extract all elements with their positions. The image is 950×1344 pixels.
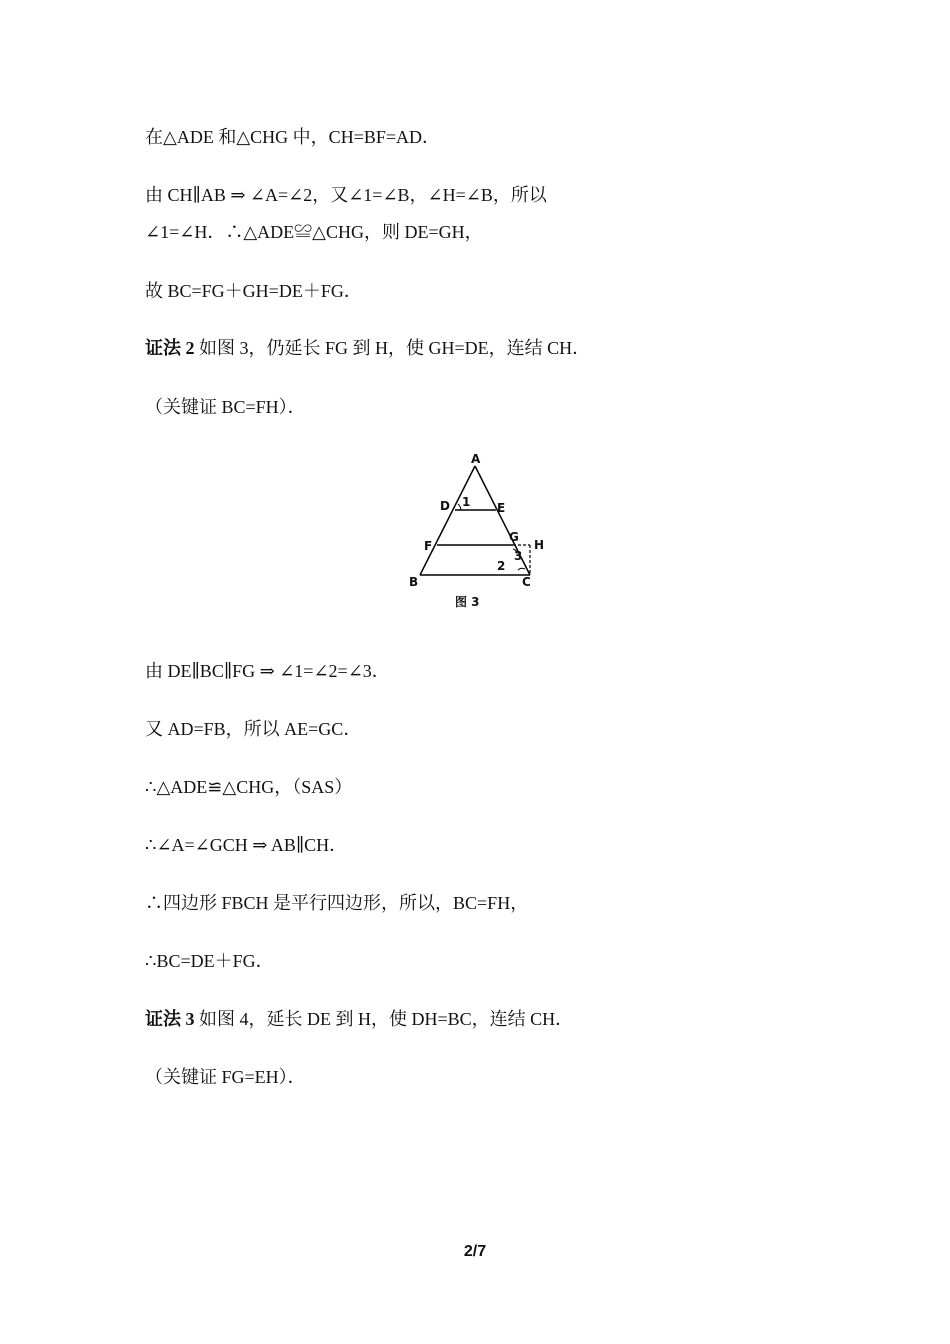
angle-2-label: 2 — [497, 559, 506, 573]
angle-3-label: 3 — [514, 549, 523, 563]
line-4-text: 故 BC=FG＋GH=DE＋FG． — [145, 281, 362, 301]
proof-2-heading: 证法 2 — [145, 338, 195, 358]
side-ab — [420, 466, 475, 575]
line-6-text: （关键证 BC=FH）． — [145, 397, 306, 417]
line-11-text: ∴四边形 FBCH 是平行四边形，所以，BC=FH， — [145, 893, 529, 913]
line-11 — [145, 892, 528, 914]
angle-2-mark — [518, 568, 525, 570]
line-14 — [145, 1066, 306, 1088]
line-7 — [145, 660, 390, 682]
label-b: B — [409, 575, 419, 589]
line-4 — [145, 280, 362, 302]
label-h: H — [534, 538, 545, 552]
line-8-text: 又 AD=FB，所以 AE=GC． — [145, 719, 362, 739]
line-10-text: ∴∠A=∠GCH ⇒ AB∥CH． — [145, 835, 348, 855]
line-2-text: 由 CH∥AB ⇒ ∠A=∠2，又∠1=∠B，∠H=∠B，所以 — [145, 185, 547, 205]
angle-1-label: 1 — [462, 495, 471, 509]
proof-3-heading: 证法 3 — [145, 1009, 195, 1029]
line-5 — [145, 337, 590, 359]
angle-1-mark — [458, 504, 461, 510]
label-g: G — [509, 530, 519, 544]
line-9-text: ∴△ADE≌△CHG，（SAS） — [145, 777, 353, 797]
line-14-text: （关键证 FG=EH）． — [145, 1067, 306, 1087]
figure-3-diagram — [400, 448, 560, 618]
line-1 — [145, 126, 440, 148]
page-number: 2/7 — [463, 1243, 487, 1260]
label-d: D — [440, 499, 450, 513]
line-7-text: 由 DE∥BC∥FG ⇒ ∠1=∠2=∠3． — [145, 661, 390, 681]
line-8 — [145, 718, 361, 740]
line-13 — [145, 1008, 573, 1030]
line-12 — [145, 950, 274, 972]
line-5-text: 如图 3，仍延长 FG 到 H，使 GH=DE，连结 CH． — [194, 338, 591, 358]
line-3 — [145, 221, 483, 243]
line-3-text: ∠1=∠H．∴△ADE≌△CHG，则 DE=GH， — [145, 222, 483, 242]
line-12-text: ∴BC=DE＋FG． — [145, 951, 274, 971]
line-1-text: 在△ADE 和△CHG 中，CH=BF=AD． — [145, 127, 441, 147]
label-f: F — [424, 539, 433, 553]
label-e: E — [497, 501, 506, 515]
figure-3 — [400, 448, 560, 618]
figure-caption: 图 3 — [455, 595, 480, 609]
line-9 — [145, 776, 352, 798]
label-a: A — [471, 452, 481, 466]
line-6 — [145, 396, 306, 418]
line-13-text: 如图 4，延长 DE 到 H，使 DH=BC，连结 CH． — [194, 1009, 574, 1029]
line-10 — [145, 834, 347, 856]
line-2 — [145, 184, 547, 206]
label-c: C — [522, 575, 531, 589]
